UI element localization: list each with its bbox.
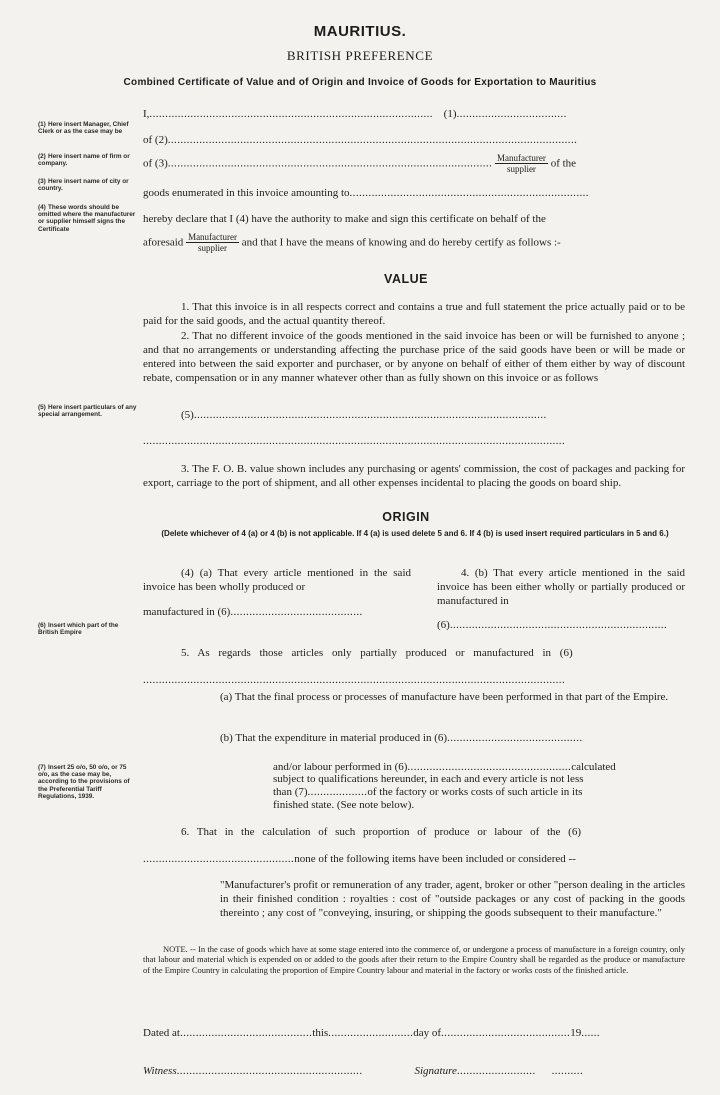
origin-heading: ORIGIN bbox=[382, 510, 430, 524]
margin-note-5: (5) Here insert particulars of any special arrangement. bbox=[38, 404, 137, 419]
document-title: MAURITIUS. bbox=[313, 23, 407, 40]
value-dotted-line: ...................................................................................................................................... bbox=[143, 435, 566, 447]
origin-5b-cont-4: finished state. (See note below). bbox=[273, 799, 415, 811]
origin-5a: (a) That the final process or processes of manufacture have been performed in that part of the Empire. bbox=[220, 691, 669, 703]
value-heading: VALUE bbox=[384, 272, 428, 286]
document-subtitle: BRITISH PREFERENCE bbox=[286, 48, 434, 63]
origin-5-dotted-line: ...................................................................................................................................... bbox=[143, 674, 566, 686]
origin-5b: (b) That the expenditure in material produced in (6)........................................... bbox=[220, 732, 583, 744]
margin-note-6: (6) Insert which part of the British Empire bbox=[38, 622, 119, 637]
intro-line-6: aforesaid $\frac{\text{Manufacturer}}{\text{supplier}}$ and that I have the means of knowing and do hereby certify as follows :- bbox=[143, 232, 561, 254]
origin-5b-cont-2: subject to qualifications hereunder, in each and every article is not less bbox=[273, 773, 584, 785]
origin-5b-cont-3: than (7)...................of the factory or works costs of such article in its bbox=[273, 786, 583, 798]
origin-4b: 4. (b) That every article mentioned in the said invoice has been either wholly or partially produced or manufactured in bbox=[437, 567, 685, 608]
origin-exclusions-quote: "Manufacturer's profit or remuneration of any trader, agent, broker or other "person dealing in the articles in their finished condition : royalties : cost of "outside packages or any cost of packing in the goods thereinto ; any cost of "conveying, insuring, or shipping the goods subsequent to their manufacture." bbox=[220, 879, 685, 920]
margin-note-1: (1) Here insert Manager, Chief Clerk or as the case may be bbox=[38, 121, 129, 136]
origin-4b-end: (6)..................................................................... bbox=[437, 619, 668, 631]
intro-line-2: of (2).................................................................................................................................. bbox=[143, 134, 578, 146]
intro-line-5: hereby declare that I (4) have the authority to make and sign this certificate on behalf of the bbox=[143, 213, 546, 225]
intro-line-3: of (3)....................................................................................................... $\frac{\text{Manufacturer}}{\text{supplier}}$ of the bbox=[143, 153, 577, 175]
certificate-heading: Combined Certificate of Value and of Origin and Invoice of Goods for Exportation to Mauritius bbox=[123, 77, 597, 88]
intro-line-4: goods enumerated in this invoice amounting to............................................................................ bbox=[143, 187, 589, 199]
origin-paragraph-5: 5. As regards those articles only partially produced or manufactured in (6) bbox=[181, 647, 573, 659]
value-paragraph-3: 3. The F. O. B. value shown includes any purchasing or agents' commission, the cost of packages and packing for export, carriage to the port of shipment, and all other expenses incidental to placing the goods on board ship. bbox=[143, 463, 685, 490]
origin-5b-cont-1: and/or labour performed in (6)....................................................calculated bbox=[273, 761, 616, 773]
margin-note-4: (4) These words should be omitted where the manufacturer or supplier himself signs the Certificate bbox=[38, 204, 136, 233]
origin-4a-end: manufactured in (6).......................................... bbox=[143, 606, 363, 618]
margin-note-3: (3) Here insert name of city or country. bbox=[38, 178, 129, 193]
origin-6-end: ................................................none of the following items have been included or considered -- bbox=[143, 853, 576, 865]
manufacturer-supplier-fraction: $\frac{\text{Manufacturer}}{\text{supplier}}$ bbox=[496, 153, 546, 175]
value-field-5: (5)................................................................................................................ bbox=[181, 409, 547, 421]
origin-paragraph-6: 6. That in the calculation of such proportion of produce or labour of the (6) bbox=[181, 826, 582, 838]
margin-note-2: (2) Here insert name of firm or company. bbox=[38, 153, 130, 168]
value-paragraph-1: 1. That this invoice is in all respects correct and contains a true and full statement the price actually paid or to be paid for the said goods, and the actual quantity thereof. bbox=[143, 301, 685, 328]
margin-note-7: (7) Insert 25 o/o, 50 o/o, or 75 o/o, as the case may be, according to the provisions of the Preferential Tariff Regulations, 1939. bbox=[38, 764, 130, 800]
intro-line-1: I,.......................................................................................... (1)................................... bbox=[143, 108, 567, 120]
footnote: NOTE. -- In the case of goods which have at some stage entered into the commerce of, or undergone a process of manufacture in a foreign country, only that labour and material which is expended on or added to the goods after their return to the Empire Country shall be regarded as the produce or manufacture of the Empire Country in calculating the proportion of Empire Country labour and material in the factory or works costs of the finished article. bbox=[143, 944, 685, 975]
dated-line: Dated at..........................................this...........................day of.........................................19...... bbox=[143, 1027, 601, 1039]
manufacturer-supplier-fraction-2: $\frac{\text{Manufacturer}}{\text{supplier}}$ bbox=[188, 232, 238, 254]
origin-delete-note: (Delete whichever of 4 (a) or 4 (b) is not applicable. If 4 (a) is used delete 5 and 6. If 4 (b) is used insert required particulars in 5 and 6.) bbox=[161, 529, 669, 538]
value-paragraph-2: 2. That no different invoice of the goods mentioned in the said invoice has been or will be furnished to anyone ; and that no arrangements or understanding affecting the purchase price of the said goods have been or will be made or entered into between the said exporter and purchaser, or by anyone on behalf of either of them either by way of discount rebate, compensation or in any manner whatever other than as fully shown on this invoice or as follows bbox=[143, 330, 685, 385]
signature-line: Witness........................................................... Signature......................... .......... bbox=[143, 1065, 584, 1077]
origin-4a: (4) (a) That every article mentioned in the said invoice has been wholly produced or bbox=[143, 567, 411, 594]
